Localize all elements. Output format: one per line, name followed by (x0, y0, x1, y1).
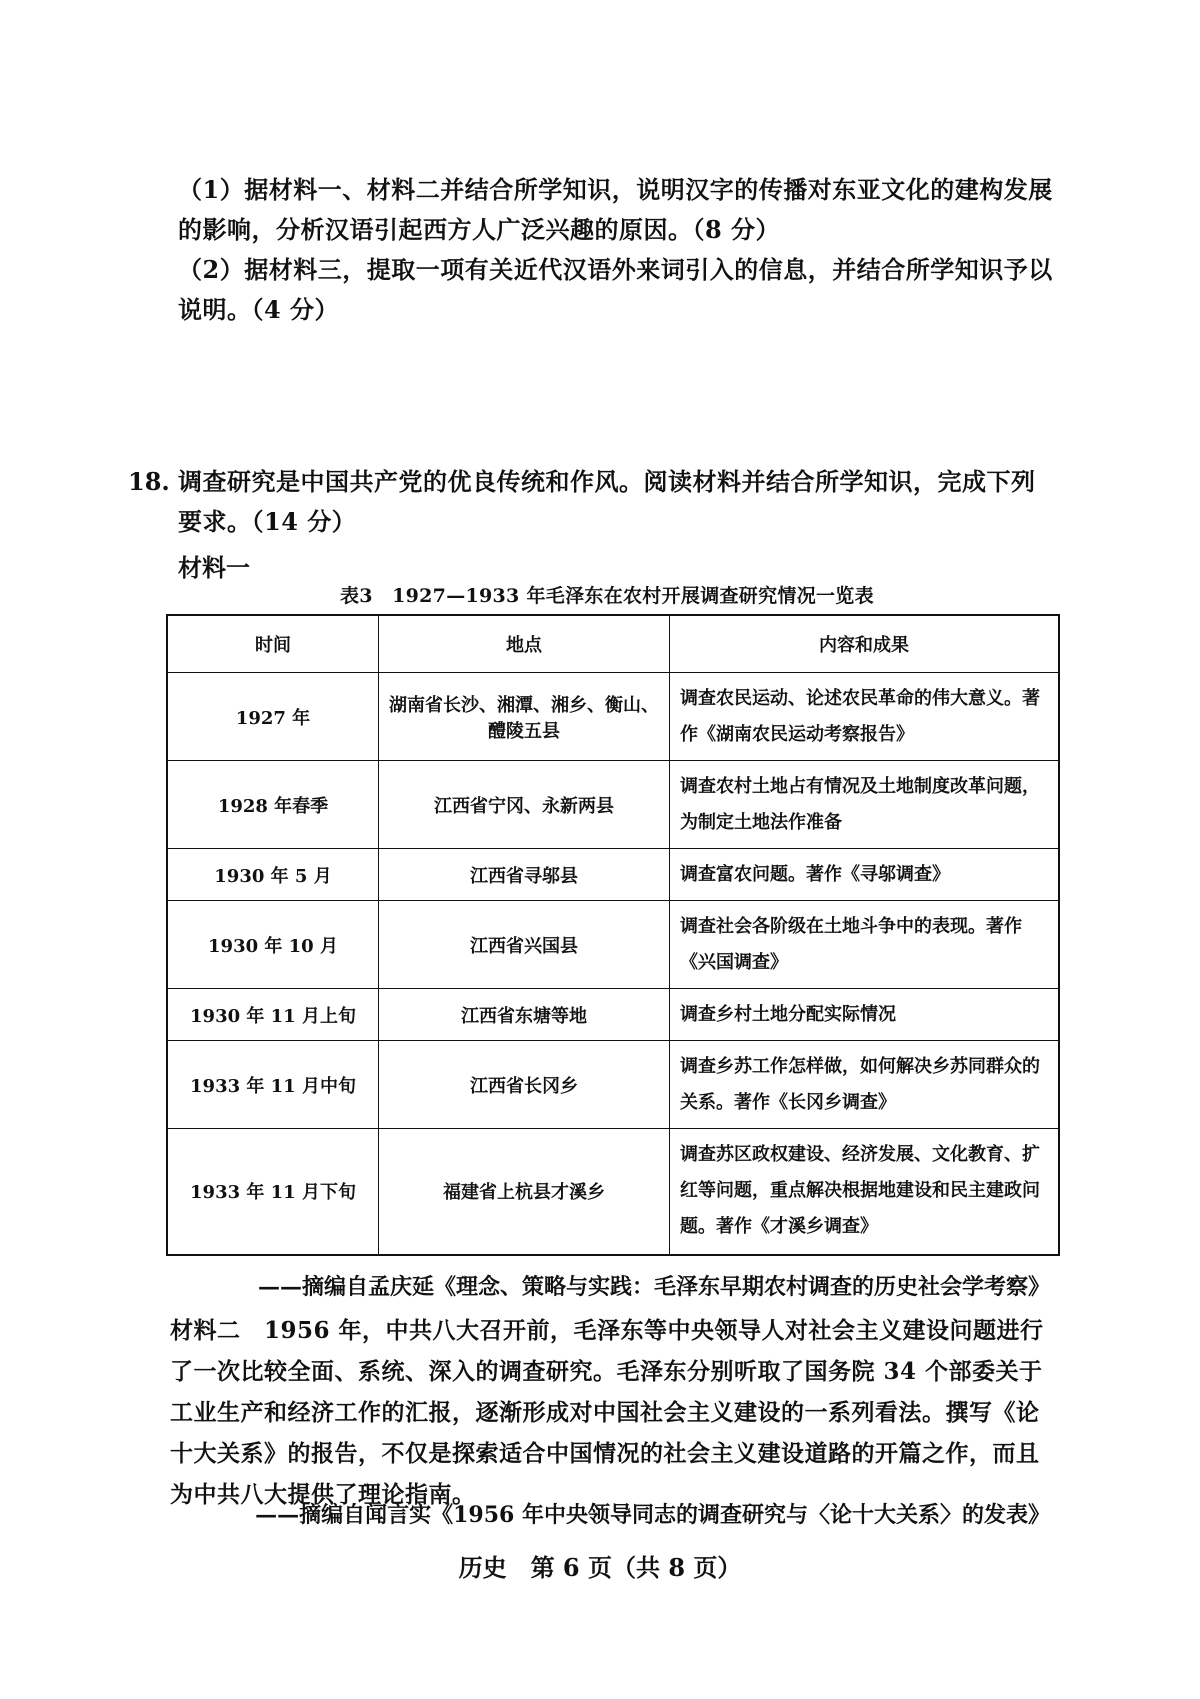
question-17-part-1: （1）据材料一、材料二并结合所学知识，说明汉字的传播对东亚文化的建构发展的影响，分析汉语引起西方人广泛兴趣的原因。（8 分） (178, 175, 1053, 244)
cell-content: 调查乡村土地分配实际情况 (670, 989, 1060, 1041)
cell-place: 江西省兴国县 (379, 901, 670, 989)
question-17-part-2: （2）据材料三，提取一项有关近代汉语外来词引入的信息，并结合所学知识予以说明。（4 分） (178, 255, 1053, 324)
cell-time: 1933 年 11 月中旬 (167, 1041, 379, 1129)
cell-time: 1930 年 11 月上旬 (167, 989, 379, 1041)
header-time: 时间 (167, 615, 379, 673)
table-row (167, 849, 1059, 901)
header-place: 地点 (379, 615, 670, 673)
cell-place: 江西省东塘等地 (379, 989, 670, 1041)
cell-time: 1930 年 5 月 (167, 849, 379, 901)
cell-time: 1930 年 10 月 (167, 901, 379, 989)
cell-content: 调查乡苏工作怎样做，如何解决乡苏同群众的关系。著作《长冈乡调查》 (670, 1041, 1060, 1129)
cell-place: 湖南省长沙、湘潭、湘乡、衡山、醴陵五县 (379, 673, 670, 761)
cell-content: 调查农村土地占有情况及土地制度改革问题，为制定土地法作准备 (670, 761, 1060, 849)
source-citation-2: ——摘编自闻言实《1956 年中央领导同志的调查研究与〈论十大关系〉的发表》 (255, 1502, 1050, 1528)
question-18-number: 18. (128, 467, 170, 496)
survey-table (166, 614, 1060, 1256)
table-row (167, 761, 1059, 849)
page-footer: 历史 第 6 页（共 8 页） (458, 1553, 742, 1582)
table-row (167, 1129, 1059, 1255)
header-content: 内容和成果 (670, 615, 1060, 673)
table-row (167, 1041, 1059, 1129)
table-header-row (167, 615, 1059, 673)
table-caption: 表3 1927—1933 年毛泽东在农村开展调查研究情况一览表 (340, 585, 874, 607)
cell-place: 江西省寻邬县 (379, 849, 670, 901)
cell-time: 1933 年 11 月下旬 (167, 1129, 379, 1255)
cell-content: 调查苏区政权建设、经济发展、文化教育、扩红等问题，重点解决根据地建设和民主建政问题。著作《才溪乡调查》 (670, 1129, 1060, 1255)
material-1-label: 材料一 (178, 553, 250, 582)
table-row (167, 989, 1059, 1041)
cell-content: 调查富农问题。著作《寻邬调查》 (670, 849, 1060, 901)
material-2-text: 材料二 1956 年，中共八大召开前，毛泽东等中央领导人对社会主义建设问题进行了一次比较全面、系统、深入的调查研究。毛泽东分别听取了国务院 34 个部委关于工业生产和经济工作的汇报，逐渐形成对中国社会主义建设的一系列看法。撰写《论十大关系》的报告，不仅是探索适合中国情况的社会主义建设道路的开篇之作，而且为中共八大提供了理论指南。 (170, 1317, 1044, 1508)
cell-time: 1927 年 (167, 673, 379, 761)
cell-content: 调查农民运动、论述农民革命的伟大意义。著作《湖南农民运动考察报告》 (670, 673, 1060, 761)
question-18-prompt: 调查研究是中国共产党的优良传统和作风。阅读材料并结合所学知识，完成下列要求。（14 分） (178, 467, 1036, 536)
cell-place: 江西省宁冈、永新两县 (379, 761, 670, 849)
cell-place: 江西省长冈乡 (379, 1041, 670, 1129)
table-row (167, 901, 1059, 989)
cell-time: 1928 年春季 (167, 761, 379, 849)
cell-place: 福建省上杭县才溪乡 (379, 1129, 670, 1255)
cell-content: 调查社会各阶级在土地斗争中的表现。著作《兴国调查》 (670, 901, 1060, 989)
source-citation-1: ——摘编自孟庆延《理念、策略与实践：毛泽东早期农村调查的历史社会学考察》 (257, 1274, 1050, 1300)
table-row (167, 673, 1059, 761)
